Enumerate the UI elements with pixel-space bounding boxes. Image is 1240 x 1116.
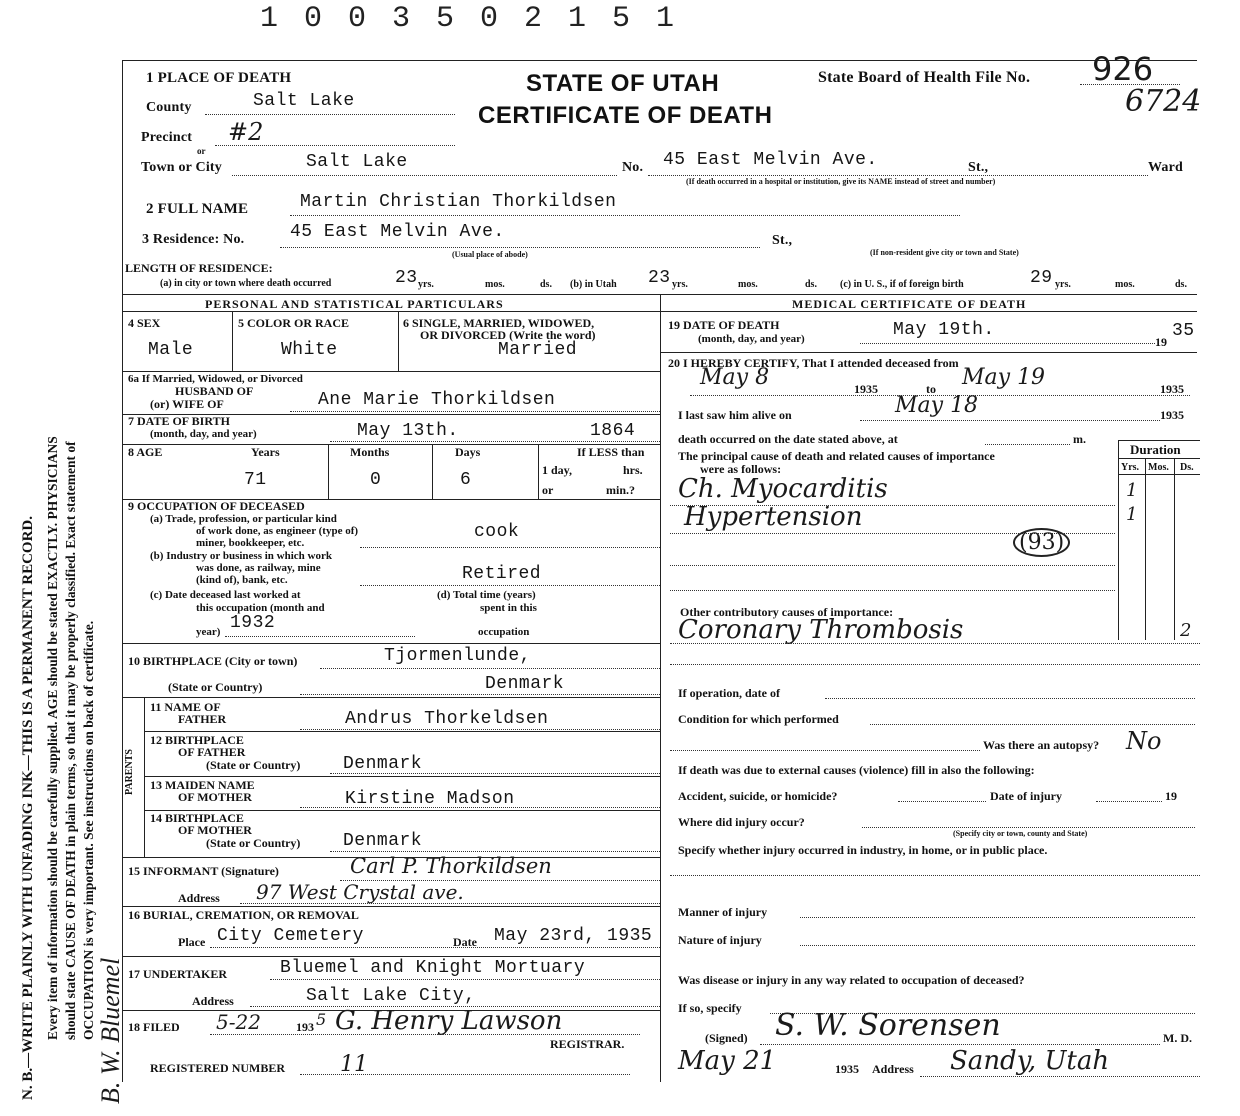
length-us-value: 29 [1030,268,1053,288]
dod-label-2: (month, day, and year) [698,333,805,345]
cause-2: Hypertension [684,502,863,532]
length-city-value: 23 [395,268,418,288]
margin-notice-line4: OCCUPATION is very important. See instructions on back of certificate. [81,620,96,1040]
certify-label: 20 I HEREBY CERTIFY, That I attended deceased from [668,356,959,370]
specify-place-label: Specify whether injury occurred in industry, in home, or in public place. [678,843,1048,857]
file-number-label: State Board of Health File No. [818,69,1031,86]
occ-c-label-3: year) [196,626,221,638]
place-heading: 1 PLACE OF DEATH [146,70,292,86]
informant-label: 15 INFORMANT (Signature) [128,864,279,878]
dob-label-2: (month, day, and year) [150,428,257,440]
length-utah-yrs: yrs. [672,279,688,290]
or-label: or [197,146,206,156]
undertaker-label: 17 UNDERTAKER [128,967,228,981]
birthplace-state-label: (State or Country) [168,680,263,694]
autopsy-label: Was there an autopsy? [983,738,1100,752]
personal-heading: PERSONAL AND STATISTICAL PARTICULARS [205,297,504,311]
occ-c-label-1: (c) Date deceased last worked at [150,589,301,601]
attended-from-year: 1935 [854,382,878,396]
spouse-value: Ane Marie Thorkildsen [318,390,556,410]
occ-b-label-3: (kind of), bank, etc. [196,574,288,586]
father-label-2: FATHER [178,712,227,726]
injury-date-label: Date of injury [990,789,1062,803]
residence-label: 3 Residence: No. [142,232,245,247]
birthplace-label: 10 BIRTHPLACE (City or town) [128,654,298,668]
undertaker-name: Bluemel and Knight Mortuary [280,958,586,978]
marital-label-1: 6 SINGLE, MARRIED, WIDOWED, [403,316,595,330]
residence-value: 45 East Melvin Ave. [290,222,505,242]
st-label: St., [968,160,989,175]
external-causes-label: If death was due to external causes (violence) fill in also the following: [678,763,1035,777]
spouse-label-2: HUSBAND OF [175,384,254,398]
county-value: Salt Lake [253,91,355,111]
length-city-mos: mos. [485,279,505,290]
father-birth-label-2: OF FATHER [178,745,246,759]
injury-where-label: Where did injury occur? [678,815,805,829]
occ-d-label-2: spent in this [480,602,537,614]
blood-pressure-note: (93) [1013,528,1070,557]
burial-place: City Cemetery [217,926,364,946]
duration-mos-label: Mos. [1148,462,1169,473]
full-name: Martin Christian Thorkildsen [300,192,617,212]
handwritten-number: 6724 [1125,84,1202,119]
age-days: 6 [460,470,472,490]
injury-where-note: (Specify city or town, county and State) [953,829,1088,838]
burial-label: 16 BURIAL, CREMATION, OR REMOVAL [128,908,359,922]
color-label: 5 COLOR OR RACE [238,316,350,330]
occ-b-label-1: (b) Industry or business in which work [150,550,332,562]
days-label: Days [455,445,481,459]
mother-label-1: 13 MAIDEN NAME [150,778,255,792]
mother-birth-label-2: OF MOTHER [178,823,252,837]
full-name-label: 2 FULL NAME [146,201,249,217]
physician-address: Sandy, Utah [950,1046,1110,1076]
color-value: White [281,340,338,360]
dod-year: 35 [1172,321,1195,341]
nature-label: Nature of injury [678,933,762,947]
attended-to-label: to [926,382,936,396]
dod-year-prefix: 19 [1155,335,1167,349]
dob-label-1: 7 DATE OF BIRTH [128,414,230,428]
operation-label: If operation, date of [678,686,780,700]
other-cause-duration: 2 [1180,620,1192,641]
cause-1: Ch. Myocarditis [678,474,888,504]
physician-address-label: Address [872,1062,914,1076]
dod-value: May 19th. [893,320,995,340]
age-label: 8 AGE [128,445,163,459]
filed-label: 18 FILED [128,1020,180,1034]
certificate-title: CERTIFICATE OF DEATH [478,102,773,129]
duration-yrs-label: Yrs. [1121,462,1140,473]
length-utah-mos: mos. [738,279,758,290]
occ-d-label-3: occupation [478,626,530,638]
length-city-yrs: yrs. [418,279,434,290]
marital-value: Married [498,340,578,360]
occupation-last-worked: 1932 [230,613,276,633]
registrar-signature: G. Henry Lawson [335,1006,563,1036]
last-saw-label: I last saw him alive on [678,408,792,422]
if-so-label: If so, specify [678,1001,742,1015]
attended-to-year: 1935 [1160,382,1184,396]
mother-birth-label-3: (State or Country) [206,836,301,850]
filed-date: 5-22 [216,1010,261,1034]
autopsy-value: No [1126,727,1162,755]
registered-number-label: REGISTERED NUMBER [150,1061,286,1075]
ward-label: Ward [1148,160,1184,175]
burial-place-label: Place [178,935,206,949]
occurred-label: death occurred on the date stated above, at [678,432,898,446]
father-name: Andrus Thorkeldsen [345,709,549,729]
precinct-label: Precinct [141,130,193,145]
occupation-trade: cook [474,522,520,542]
signed-label: (Signed) [705,1031,748,1045]
injury-year-label: 19 [1165,789,1177,803]
length-us-label: (c) in U. S., if of foreign birth [840,279,964,290]
mother-name: Kirstine Madson [345,789,515,809]
length-label: LENGTH OF RESIDENCE: [125,261,273,275]
length-utah-label: (b) in Utah [570,279,617,290]
birthplace-country: Denmark [485,674,565,694]
occupation-label: 9 OCCUPATION OF DECEASED [128,499,305,513]
length-utah-value: 23 [648,268,671,288]
duration-label: Duration [1130,442,1181,457]
cause-2-duration: 1 [1126,504,1138,525]
less-hrs-label: hrs. [623,463,643,477]
occurred-m-label: m. [1073,432,1086,446]
residence-note: (If non-resident give city or town and State) [870,248,1019,257]
marital-label-2: OR DIVORCED (Write the word) [420,328,596,342]
death-address: 45 East Melvin Ave. [663,150,878,170]
mother-label-2: OF MOTHER [178,790,252,804]
father-label-1: 11 NAME OF [150,700,221,714]
father-birth-label-3: (State or Country) [206,758,301,772]
residence-sublabel: (Usual place of abode) [452,250,528,259]
state-title: STATE OF UTAH [526,70,720,97]
condition-label: Condition for which performed [678,712,839,726]
less-label-1: If LESS than [577,445,645,459]
filed-year-suffix: 5 [316,1010,327,1029]
occ-c-label-2: this occupation (month and [196,602,325,614]
county-label: County [146,100,192,115]
months-label: Months [350,445,390,459]
sex-value: Male [148,340,194,360]
length-us-ds: ds. [1175,279,1187,290]
occ-b-label-2: was done, as railway, mine [196,562,321,574]
dob-year: 1864 [590,421,636,441]
medical-heading: MEDICAL CERTIFICATE OF DEATH [792,297,1027,311]
length-city-label: (a) in city or town where death occurred [160,278,332,289]
length-us-yrs: yrs. [1055,279,1071,290]
father-birth-label-1: 12 BIRTHPLACE [150,733,244,747]
less-label-2: 1 day, [542,463,573,477]
last-saw-year: 1935 [1160,408,1184,422]
length-city-ds: ds. [540,279,552,290]
registrar-label: REGISTRAR. [550,1037,625,1051]
margin-notice-line1: N. B.—WRITE PLAINLY WITH UNFADING INK—THIS IS A PERMANENT RECORD. [20,516,36,1100]
burial-date-label: Date [453,935,477,949]
duration-ds-label: Ds. [1180,462,1194,473]
signed-date: May 21 [678,1046,777,1076]
registered-number: 11 [340,1052,368,1077]
residence-st-label: St., [772,233,793,248]
file-number: 926 [1092,50,1154,88]
undertaker-address-label: Address [192,994,234,1008]
occupation-industry: Retired [462,564,542,584]
street-no-label: No. [622,160,644,175]
related-label: Was disease or injury in any way related to occupation of deceased? [678,973,1025,987]
attended-from: May 8 [700,365,770,390]
mother-birth-label-1: 14 BIRTHPLACE [150,811,244,825]
age-months: 0 [370,470,382,490]
birthplace-city: Tjormenlunde, [384,646,531,666]
cause-1-duration: 1 [1126,480,1138,501]
city-value: Salt Lake [306,152,408,172]
city-label: Town or City [141,160,222,175]
last-saw-date: May 18 [895,393,979,418]
place-note: (If death occurred in a hospital or institution, give its NAME instead of street and number) [686,177,996,186]
parents-label: PARENTS [124,749,135,795]
margin-notice-line2: Every item of information should be carefully supplied. AGE should be stated EXACTLY. PHYSICIANS [45,436,60,1040]
burial-date: May 23rd, 1935 [494,926,653,946]
other-causes-label: Other contributory causes of importance: [680,605,894,619]
length-utah-ds: ds. [805,279,817,290]
informant-address: 97 West Crystal ave. [256,880,464,904]
occ-d-label-1: (d) Total time (years) [437,589,536,601]
filed-year-prefix: 193 [296,1020,314,1034]
cause-label-1: The principal cause of death and related causes of importance [678,449,995,463]
signed-year: 1935 [835,1062,859,1076]
sex-label: 4 SEX [128,316,161,330]
margin-signature: B. W. Bluemel [96,957,125,1104]
informant-signature: Carl P. Thorkildsen [350,854,552,878]
spouse-label-1: 6a If Married, Widowed, or Divorced [128,373,303,385]
less-label-3: or [542,483,554,497]
spouse-label-3: (or) WIFE OF [150,397,224,411]
margin-notice-line3: should state CAUSE OF DEATH in plain terms, so that it may be properly classified. Exact statement of [63,441,78,1040]
informant-address-label: Address [178,891,220,905]
cause-label-2: were as follows: [700,462,782,476]
occ-a-label-3: miner, bookkeeper, etc. [196,537,305,549]
length-us-mos: mos. [1115,279,1135,290]
md-label: M. D. [1163,1031,1192,1045]
manner-label: Manner of injury [678,905,768,919]
mother-birthplace: Denmark [343,831,423,851]
dod-label-1: 19 DATE OF DEATH [668,318,780,332]
father-birthplace: Denmark [343,754,423,774]
dob-value: May 13th. [357,421,459,441]
accident-label: Accident, suicide, or homicide? [678,789,838,803]
other-cause: Coronary Thrombosis [678,615,964,645]
occ-a-label-2: of work done, as engineer (type of) [196,525,359,537]
occ-a-label-1: (a) Trade, profession, or particular kind [150,513,337,525]
serial-number: 1 0 0 3 5 0 2 1 5 1 [260,2,679,36]
attended-to: May 19 [962,365,1046,390]
physician-signature: S. W. Sorensen [775,1008,1001,1043]
undertaker-address: Salt Lake City, [306,986,476,1006]
age-years: 71 [244,470,267,490]
years-label: Years [251,445,280,459]
precinct-value: #2 [228,118,264,146]
less-min-label: min.? [606,483,636,497]
